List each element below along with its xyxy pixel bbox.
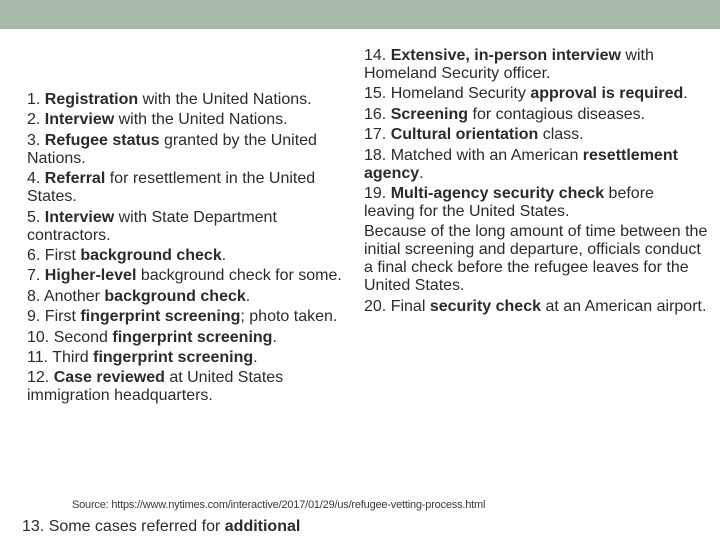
step-text-bold: Cultural orientation [390, 126, 539, 144]
step-text-post: with Homeland Security officer. [364, 47, 654, 82]
step-text-bold: Higher-level [44, 267, 137, 285]
step-text-post: for resettlement in the United States. [27, 170, 316, 206]
step-item [364, 106, 709, 124]
step-text-bold: fingerprint screening [93, 348, 254, 366]
step-item [27, 349, 357, 367]
step-text-pre: 3. [27, 131, 45, 149]
step-text-bold: Case reviewed [53, 369, 165, 387]
step-text-pre: 9. First [27, 308, 81, 326]
step-text-post: granted by the United Nations. [27, 131, 317, 167]
step-text-post: . [245, 287, 251, 305]
step-item [27, 267, 357, 285]
step-text-bold: Extensive, in-person interview [390, 47, 621, 64]
step-text-bold: Interview [44, 208, 115, 226]
step-item [27, 329, 357, 347]
step-text-pre: 5. [27, 208, 45, 226]
step-item [364, 298, 709, 316]
step-text-post: with the United Nations. [114, 111, 288, 129]
step-text-bold: Interview [44, 111, 115, 129]
step-text-pre: 10. Second [27, 328, 113, 346]
step-text-pre: 15. Homeland Security [364, 85, 531, 103]
step-text-pre: 17. [364, 126, 391, 144]
step-text-pre: 6. First [27, 246, 81, 264]
step-item [364, 185, 709, 221]
step-text-pre: 19. [364, 184, 391, 202]
step-text-bold: fingerprint screening [80, 308, 241, 326]
step-text-bold: Referral [44, 170, 106, 188]
step-text-post: ; photo taken. [240, 308, 338, 326]
step-item [364, 47, 709, 83]
step-item [27, 209, 357, 245]
step-item [27, 288, 357, 306]
step-item [27, 91, 357, 109]
step-text-pre: 4. [27, 170, 45, 188]
step-text-pre: 1. [27, 91, 45, 108]
step-item [364, 147, 709, 183]
right-steps-column [364, 47, 709, 318]
step-text-post: at United States immigration headquarters. [27, 369, 284, 405]
step-text-pre: 18. Matched with an American [364, 146, 583, 164]
step-text-bold: Registration [44, 91, 139, 108]
step-text-bold: approval is required [530, 85, 684, 103]
step-text-pre: 16. [364, 105, 391, 123]
step-item [364, 85, 709, 103]
step-item-13 [22, 518, 300, 536]
step-item [27, 369, 357, 405]
step-text-pre: 13. Some cases referred for [22, 518, 225, 535]
step-text-pre: 12. [27, 369, 54, 387]
step-text-post: . [683, 85, 688, 103]
step-text-post: . [221, 246, 227, 264]
top-banner [0, 0, 720, 29]
step-item [27, 308, 357, 326]
step-text-post: . [419, 164, 424, 182]
step-text-post: background check for some. [136, 267, 342, 285]
step-item [27, 132, 357, 168]
step-text-post: for contagious diseases. [468, 105, 646, 123]
step-text-bold: security check [429, 297, 541, 315]
step-item [364, 126, 709, 144]
step-text-post: at an American airport. [541, 297, 707, 315]
step-text-post: before leaving for the United States. [364, 184, 654, 220]
step-text-bold: background check [80, 246, 222, 264]
step-item [27, 170, 357, 206]
step-text-post: . [272, 328, 277, 346]
source-citation: Source: https://www.nytimes.com/interactive/2017/01/29/us/refugee-vetting-process.html [72, 499, 486, 511]
step-text-post: class. [538, 126, 584, 144]
step-item [27, 111, 357, 129]
step-text-bold: Refugee status [44, 131, 160, 149]
step-text-pre: 20. Final [364, 297, 430, 315]
step-text-bold: additional [224, 518, 301, 535]
step-text-bold: fingerprint screening [112, 328, 273, 346]
step-text-bold: resettlement agency [364, 146, 678, 182]
step-text-pre: Because of the long amount of time between the initial screening and departure, officials conduct a final check before the refugee leaves for the United States. [364, 223, 708, 295]
step-text-pre: 2. [27, 111, 45, 129]
step-text-post: with State Department contractors. [27, 208, 277, 244]
step-text-bold: Multi-agency security check [390, 184, 605, 202]
step-text-bold: background check [104, 287, 246, 305]
step-item [364, 223, 709, 295]
step-text-pre: 8. Another [27, 287, 105, 305]
step-text-pre: 7. [27, 267, 45, 285]
left-steps-column [27, 91, 357, 408]
step-text-pre: 14. [364, 47, 391, 64]
step-text-post: . [253, 348, 258, 366]
step-item [27, 247, 357, 265]
step-text-pre: 11. Third [27, 348, 94, 366]
step-text-post: with the United Nations. [138, 91, 312, 108]
step-text-bold: Screening [390, 105, 469, 123]
